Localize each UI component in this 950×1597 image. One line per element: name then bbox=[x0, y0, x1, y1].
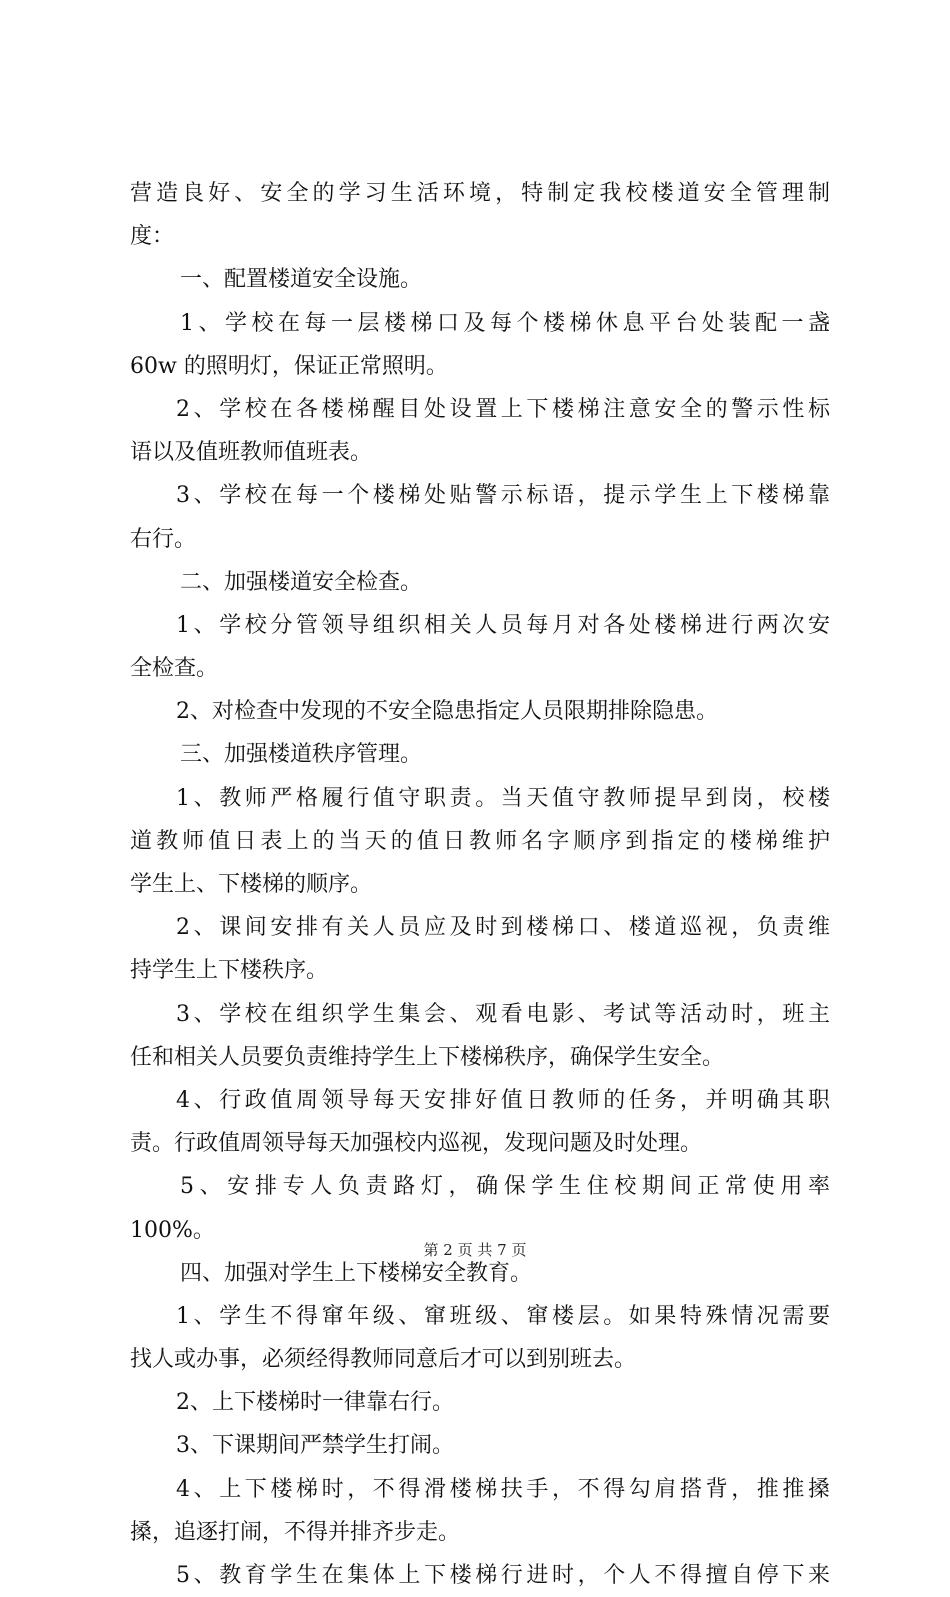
paragraph-line: 5、教育学生在集体上下楼梯行进时，个人不得擅自停下来 bbox=[176, 1563, 830, 1588]
paragraph-line: 道教师值日表上的当天的值日教师名字顺序到指定的楼梯维护 bbox=[130, 828, 830, 854]
section-heading: 三、加强楼道秩序管理。 bbox=[180, 742, 423, 768]
section-heading: 四、加强对学生上下楼梯安全教育。 bbox=[180, 1260, 533, 1286]
paragraph-line: 1、学生不得窜年级、窜班级、窜楼层。如果特殊情况需要 bbox=[176, 1303, 830, 1329]
paragraph-line: 全检查。 bbox=[130, 656, 219, 682]
paragraph-line: 找人或办事，必须经得教师同意后才可以到别班去。 bbox=[130, 1347, 637, 1373]
paragraph-line: 持学生上下楼秩序。 bbox=[130, 958, 329, 984]
paragraph-line: 搡，追逐打闹，不得并排齐步走。 bbox=[130, 1519, 461, 1545]
section-heading: 一、配置楼道安全设施。 bbox=[180, 267, 423, 293]
paragraph-line: 1、学校分管领导组织相关人员每月对各处楼梯进行两次安 bbox=[176, 612, 830, 638]
paragraph-line: 4、上下楼梯时，不得滑楼梯扶手，不得勾肩搭背，推推搡 bbox=[176, 1476, 830, 1502]
paragraph-line: 营造良好、安全的学习生活环境，特制定我校楼道安全管理制 bbox=[130, 181, 830, 206]
paragraph-line: 3、学校在每一个楼梯处贴警示标语，提示学生上下楼梯靠 bbox=[176, 483, 830, 509]
paragraph-line: 100%。 bbox=[130, 1217, 215, 1243]
paragraph-line: 2、上下楼梯时一律靠右行。 bbox=[176, 1390, 454, 1416]
paragraph-line: 学生上、下楼梯的顺序。 bbox=[130, 872, 373, 897]
paragraph-line: 语以及值班教师值班表。 bbox=[130, 440, 373, 466]
section-heading: 二、加强楼道安全检查。 bbox=[180, 569, 423, 595]
page-number-footer: 第 2 页 共 7 页 bbox=[423, 1241, 527, 1259]
paragraph-line: 责。行政值周领导每天加强校内巡视，发现问题及时处理。 bbox=[130, 1131, 703, 1157]
paragraph-line: 4、行政值周领导每天安排好值日教师的任务，并明确其职 bbox=[176, 1087, 830, 1113]
paragraph-line: 2、对检查中发现的不安全隐患指定人员限期排除隐患。 bbox=[176, 699, 718, 725]
paragraph-line: 3、下课期间严禁学生打闹。 bbox=[176, 1433, 454, 1459]
paragraph-line: 2、学校在各楼梯醒目处设置上下楼梯注意安全的警示性标 bbox=[176, 396, 830, 422]
paragraph-line: 2、课间安排有关人员应及时到楼梯口、楼道巡视，负责维 bbox=[176, 915, 830, 941]
document-body bbox=[130, 172, 830, 1597]
paragraph-line: 3、学校在组织学生集会、观看电影、考试等活动时，班主 bbox=[176, 1001, 830, 1027]
paragraph-line: 1、教师严格履行值守职责。当天值守教师提早到岗，校楼 bbox=[176, 785, 830, 811]
paragraph-line: 度： bbox=[130, 224, 175, 250]
paragraph-line: 右行。 bbox=[130, 526, 197, 552]
paragraph-line: 60w 的照明灯，保证正常照明。 bbox=[130, 353, 448, 379]
paragraph-line: 任和相关人员要负责维持学生上下楼梯秩序，确保学生安全。 bbox=[130, 1044, 725, 1070]
paragraph-line: 5、安排专人负责路灯，确保学生住校期间正常使用率 bbox=[180, 1174, 830, 1200]
paragraph-line: 1、学校在每一层楼梯口及每个楼梯休息平台处装配一盏 bbox=[180, 310, 830, 336]
